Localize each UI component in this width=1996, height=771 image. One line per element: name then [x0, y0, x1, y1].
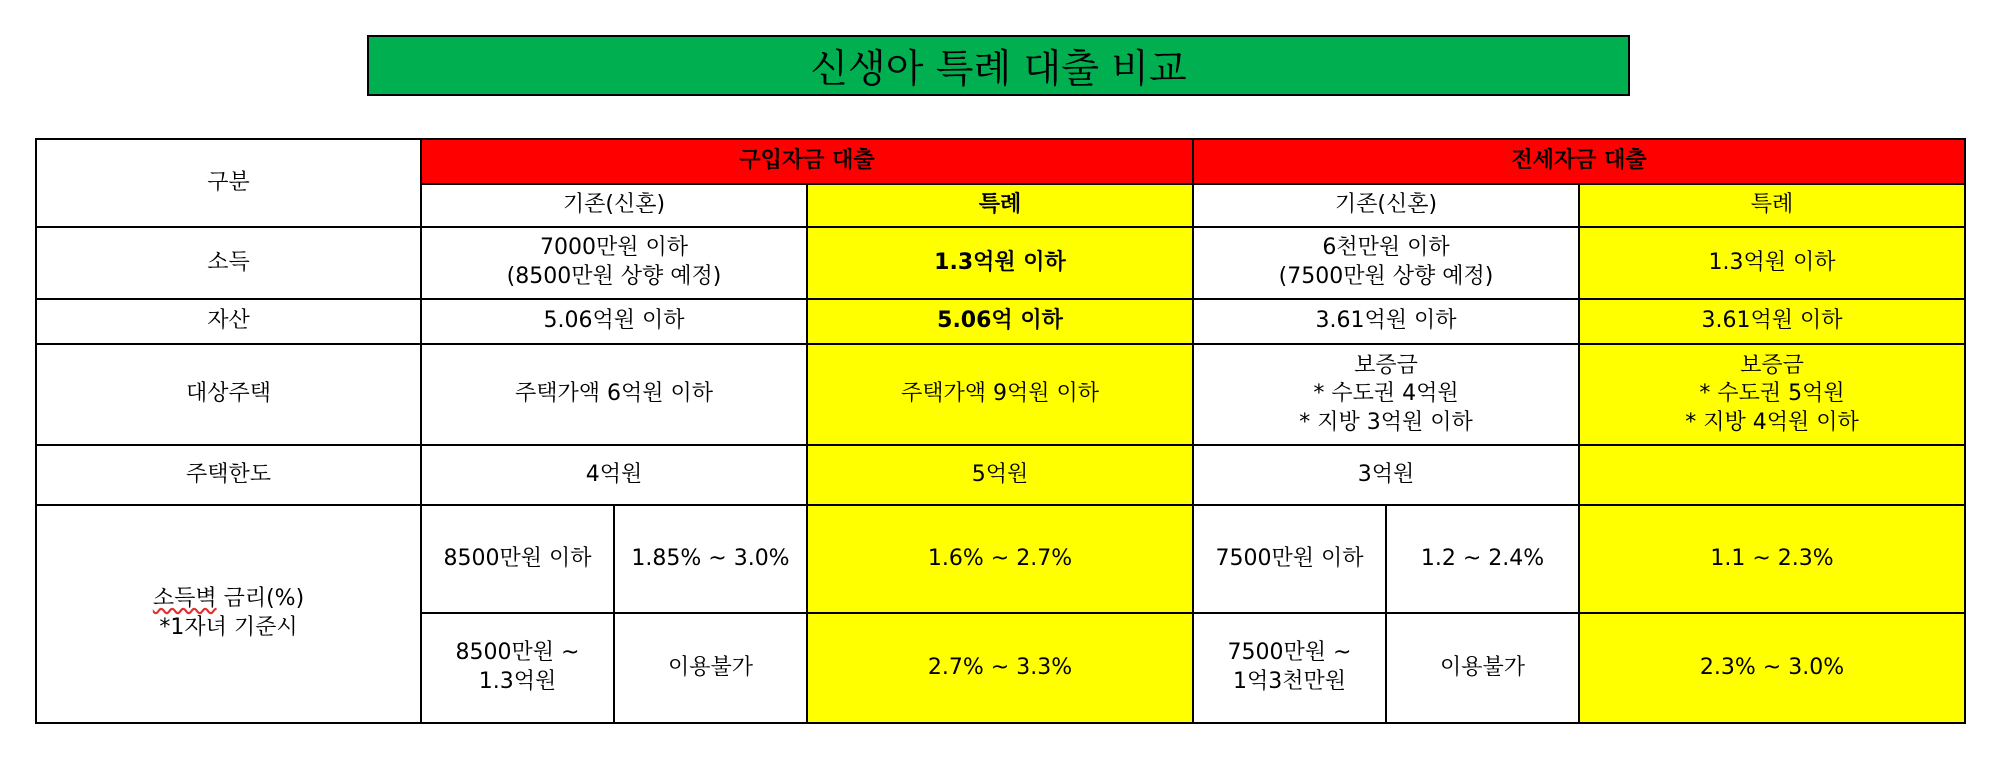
- income-jeonse-existing: [1193, 227, 1579, 299]
- target-housing-jeonse-existing: [1193, 344, 1579, 445]
- band1-purchase-special-rate: 1.6% ~ 2.7%: [807, 505, 1193, 613]
- target-housing-jeonse-special-line2: * 수도권 5억원: [1699, 381, 1845, 407]
- assets-label: 자산: [36, 299, 421, 344]
- rates-label-line1-b: 금리(%): [216, 586, 305, 612]
- assets-purchase-existing: 5.06억원 이하: [421, 299, 807, 344]
- band2-purchase-special-rate: 2.7% ~ 3.3%: [807, 613, 1193, 723]
- header-purchase-loan: 구입자금 대출: [421, 139, 1193, 184]
- table-row-income: [36, 227, 1965, 299]
- income-label: 소득: [36, 227, 421, 299]
- target-housing-purchase-special: 주택가액 9억원 이하: [807, 344, 1193, 445]
- target-housing-purchase-existing: 주택가액 6억원 이하: [421, 344, 807, 445]
- header-purchase-special: 특례: [807, 184, 1193, 227]
- band2-purchase-income-line1: 8500만원 ~: [455, 640, 580, 666]
- band2-purchase-existing-rate: 이용불가: [614, 613, 807, 723]
- rates-label-line1: [41, 585, 416, 614]
- housing-limit-jeonse-special: [1579, 445, 1965, 505]
- assets-purchase-special: 5.06억 이하: [807, 299, 1193, 344]
- assets-jeonse-special: 3.61억원 이하: [1579, 299, 1965, 344]
- assets-jeonse-existing: 3.61억원 이하: [1193, 299, 1579, 344]
- header-purchase-existing: 기존(신혼): [421, 184, 807, 227]
- income-purchase-existing-line2: (8500만원 상향 예정): [506, 264, 722, 289]
- housing-limit-jeonse-existing: 3억원: [1193, 445, 1579, 505]
- table-row-target-housing: [36, 344, 1965, 445]
- header-jeonse-loan: 전세자금 대출: [1193, 139, 1965, 184]
- income-purchase-special: 1.3억원 이하: [807, 227, 1193, 299]
- housing-limit-purchase-special: 5억원: [807, 445, 1193, 505]
- table-row-housing-limit: [36, 445, 1965, 505]
- income-jeonse-existing-line2: (7500만원 상향 예정): [1278, 264, 1494, 289]
- band1-purchase-income: 8500만원 이하: [421, 505, 614, 613]
- band2-purchase-income-line2: 1.3억원: [478, 669, 557, 694]
- band2-jeonse-existing-rate: 이용불가: [1386, 613, 1579, 723]
- target-housing-jeonse-special-line3: * 지방 4억원 이하: [1685, 409, 1859, 435]
- band1-jeonse-special-rate: 1.1 ~ 2.3%: [1579, 505, 1965, 613]
- rates-label-line2: *1자녀 기준시: [159, 615, 298, 640]
- income-purchase-existing-line1: 7000만원 이하: [540, 235, 688, 261]
- target-housing-jeonse-existing-line2: * 수도권 4억원: [1313, 381, 1459, 407]
- header-jeonse-existing: 기존(신혼): [1193, 184, 1579, 227]
- band2-purchase-income: [421, 613, 614, 723]
- housing-limit-label: 주택한도: [36, 445, 421, 505]
- band2-jeonse-income-line1: 7500만원 ~: [1227, 640, 1352, 666]
- target-housing-jeonse-existing-line1: 보증금: [1354, 352, 1418, 378]
- target-housing-jeonse-special-line1: 보증금: [1740, 352, 1804, 378]
- band1-jeonse-existing-rate: 1.2 ~ 2.4%: [1386, 505, 1579, 613]
- target-housing-jeonse-existing-line3: * 지방 3억원 이하: [1299, 409, 1473, 435]
- income-purchase-existing: [421, 227, 807, 299]
- rates-label-line1-a: 소득벽: [152, 586, 217, 612]
- income-jeonse-special: 1.3억원 이하: [1579, 227, 1965, 299]
- page-title: [367, 35, 1630, 96]
- target-housing-jeonse-special: [1579, 344, 1965, 445]
- header-category: 구분: [36, 139, 421, 227]
- rates-label: [36, 505, 421, 723]
- band1-purchase-existing-rate: 1.85% ~ 3.0%: [614, 505, 807, 613]
- housing-limit-purchase-existing: 4억원: [421, 445, 807, 505]
- target-housing-label: 대상주택: [36, 344, 421, 445]
- page-title-text: 신생아 특례 대출 비교: [810, 46, 1187, 92]
- table-row-assets: [36, 299, 1965, 344]
- band2-jeonse-income-line2: 1억3천만원: [1232, 669, 1346, 694]
- band2-jeonse-special-rate: 2.3% ~ 3.0%: [1579, 613, 1965, 723]
- table-row-rates-band1: [36, 505, 1965, 613]
- header-jeonse-special: 특례: [1579, 184, 1965, 227]
- table-row: [36, 139, 1965, 184]
- band2-jeonse-income: [1193, 613, 1386, 723]
- band1-jeonse-income: 7500만원 이하: [1193, 505, 1386, 613]
- income-jeonse-existing-line1: 6천만원 이하: [1322, 235, 1450, 261]
- comparison-table: [35, 138, 1966, 724]
